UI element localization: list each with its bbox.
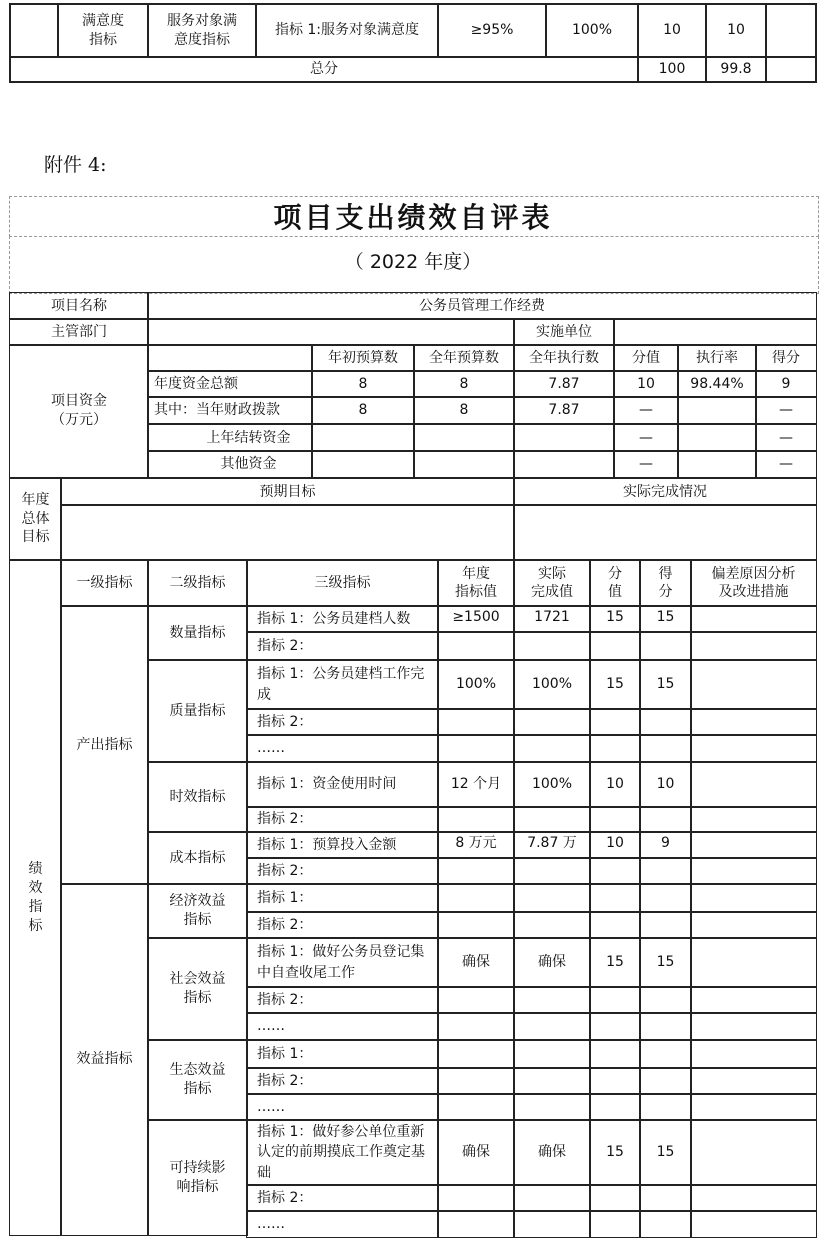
indicator-target-cell: 确保 xyxy=(437,1119,515,1186)
group-timeliness: 时效指标 xyxy=(147,761,248,833)
indicator-cell: 指标 1：公务员建档人数 xyxy=(246,605,439,633)
indicator-cell: …… xyxy=(246,734,439,763)
funds-cell-value: 10 xyxy=(613,370,679,398)
funds-cell-value: — xyxy=(613,396,679,424)
indicator-target-cell xyxy=(437,631,515,661)
top-table-score: 10 xyxy=(705,3,767,58)
indicator-cell: 指标 1：做好参公单位重新认定的前期摸底工作奠定基础 xyxy=(246,1119,439,1186)
indicator-cell: 指标 1： xyxy=(246,1039,439,1069)
indicator-value-cell xyxy=(589,734,641,763)
indicator-cell: …… xyxy=(246,1093,439,1121)
funds-cell-score: 9 xyxy=(755,370,817,398)
indicator-value-cell xyxy=(589,1093,641,1121)
indicator-value-cell xyxy=(589,1067,641,1095)
year-subtitle: （ 2022 年度） xyxy=(344,251,482,273)
indicator-score-cell xyxy=(639,1012,692,1041)
header-annual-target: 年度 指标值 xyxy=(437,560,515,607)
indicator-score-cell xyxy=(639,1039,692,1069)
indicator-target-cell xyxy=(437,1210,515,1238)
page-title: 项目支出绩效自评表 xyxy=(273,201,553,234)
header-actual-value: 实际 完成值 xyxy=(513,560,591,607)
indicator-target-cell xyxy=(437,1039,515,1069)
indicator-reason-cell xyxy=(690,1119,817,1186)
indicator-target-cell xyxy=(437,708,515,736)
indicator-value-cell xyxy=(589,1184,641,1212)
indicator-score-cell xyxy=(639,1067,692,1095)
indicator-cell: 指标 2： xyxy=(246,986,439,1014)
indicator-score-cell xyxy=(639,857,692,885)
indicator-cell: …… xyxy=(246,1012,439,1041)
funds-cell-executed xyxy=(513,450,615,478)
funds-header-score: 得分 xyxy=(755,344,817,372)
indicator-reason-cell xyxy=(690,806,817,833)
header-level1: 一级指标 xyxy=(60,560,149,607)
indicator-actual-cell: 100% xyxy=(513,659,591,710)
indicator-target-cell xyxy=(437,1184,515,1212)
indicator-value-cell xyxy=(589,911,641,939)
indicator-value-cell: 15 xyxy=(589,937,641,988)
indicator-score-cell: 15 xyxy=(639,1119,692,1186)
funds-row-label: 年度资金总额 xyxy=(147,370,313,398)
indicator-score-cell: 15 xyxy=(639,605,692,633)
funds-header-blank xyxy=(147,344,313,372)
group-cost: 成本指标 xyxy=(147,831,248,885)
indicator-cell: 指标 2： xyxy=(246,1184,439,1212)
impl-unit-label: 实施单位 xyxy=(513,318,615,346)
annual-goal-label: 年度 总体 目标 xyxy=(9,478,62,560)
indicator-score-cell xyxy=(639,986,692,1014)
top-table-total-value: 100 xyxy=(637,56,707,83)
indicator-actual-cell xyxy=(513,1184,591,1212)
indicator-target-cell: 8 万元 xyxy=(437,831,515,859)
funds-cell-value: — xyxy=(613,450,679,478)
indicator-reason-cell xyxy=(690,605,817,633)
funds-cell-score: — xyxy=(755,424,817,452)
indicator-score-cell xyxy=(639,1093,692,1121)
indicator-actual-cell xyxy=(513,1039,591,1069)
indicator-cell: 指标 1： xyxy=(246,883,439,913)
indicator-cell: 指标 2： xyxy=(246,708,439,736)
indicator-actual-cell xyxy=(513,857,591,885)
indicator-value-cell: 15 xyxy=(589,659,641,710)
funds-header-annual-budget: 全年预算数 xyxy=(413,344,515,372)
group-ecological-benefit: 生态效益 指标 xyxy=(147,1039,248,1121)
indicator-value-cell: 10 xyxy=(589,831,641,859)
indicator-score-cell: 15 xyxy=(639,937,692,988)
indicator-value-cell xyxy=(589,883,641,913)
indicator-value-cell xyxy=(589,806,641,833)
top-table-score-value: 10 xyxy=(637,3,707,58)
indicator-reason-cell xyxy=(690,734,817,763)
indicator-reason-cell xyxy=(690,761,817,808)
funds-cell-annual-budget xyxy=(413,424,515,452)
funds-header-value: 分值 xyxy=(613,344,679,372)
indicator-score-cell xyxy=(639,734,692,763)
indicator-actual-cell: 100% xyxy=(513,761,591,808)
indicator-actual-cell xyxy=(513,1067,591,1095)
project-name-value: 公务员管理工作经费 xyxy=(147,292,817,320)
indicator-actual-cell xyxy=(513,911,591,939)
funds-cell-rate xyxy=(677,450,757,478)
indicator-score-cell: 15 xyxy=(639,659,692,710)
funds-cell-executed: 7.87 xyxy=(513,370,615,398)
indicator-reason-cell xyxy=(690,831,817,859)
top-table-indicator: 指标 1:服务对象满意度 xyxy=(255,3,439,58)
actual-completion-content xyxy=(513,504,817,560)
funds-cell-initial-budget: 8 xyxy=(311,396,415,424)
indicator-cell: 指标 2： xyxy=(246,911,439,939)
indicator-target-cell xyxy=(437,883,515,913)
indicator-value-cell xyxy=(589,1012,641,1041)
indicator-target-cell xyxy=(437,1093,515,1121)
indicator-value-cell xyxy=(589,857,641,885)
indicator-score-cell xyxy=(639,631,692,661)
funds-cell-annual-budget: 8 xyxy=(413,396,515,424)
indicator-score-cell: 9 xyxy=(639,831,692,859)
funds-cell-score: — xyxy=(755,396,817,424)
impl-unit-value xyxy=(613,318,817,346)
indicator-cell: 指标 2： xyxy=(246,1067,439,1095)
indicator-cell: 指标 2： xyxy=(246,857,439,885)
indicator-actual-cell xyxy=(513,883,591,913)
funds-header-rate: 执行率 xyxy=(677,344,757,372)
top-table-satisfaction-sub-label: 服务对象满 意度指标 xyxy=(147,3,257,58)
indicator-score-cell xyxy=(639,1184,692,1212)
funds-cell-rate xyxy=(677,396,757,424)
expected-goal-header: 预期目标 xyxy=(60,478,515,506)
top-table-actual: 100% xyxy=(545,3,639,58)
indicator-target-cell: 12 个月 xyxy=(437,761,515,808)
indicator-value-cell xyxy=(589,986,641,1014)
group-quantity: 数量指标 xyxy=(147,605,248,661)
top-table-total-label: 总分 xyxy=(9,56,639,83)
header-level3: 三级指标 xyxy=(246,560,439,607)
funds-label: 项目资金 （万元） xyxy=(9,344,149,478)
indicator-reason-cell xyxy=(690,1039,817,1069)
funds-row-label: 其他资金 xyxy=(147,450,313,478)
indicator-actual-cell xyxy=(513,1012,591,1041)
actual-completion-header: 实际完成情况 xyxy=(513,478,817,506)
funds-row-label: 上年结转资金 xyxy=(147,424,313,452)
funds-cell-rate: 98.44% xyxy=(677,370,757,398)
funds-cell-executed: 7.87 xyxy=(513,396,615,424)
indicator-reason-cell xyxy=(690,883,817,913)
indicator-target-cell xyxy=(437,986,515,1014)
indicator-reason-cell xyxy=(690,1184,817,1212)
indicator-actual-cell xyxy=(513,1210,591,1238)
indicator-value-cell xyxy=(589,1039,641,1069)
indicator-cell: 指标 2： xyxy=(246,631,439,661)
indicator-actual-cell: 确保 xyxy=(513,1119,591,1186)
header-level2: 二级指标 xyxy=(147,560,248,607)
indicator-reason-cell xyxy=(690,937,817,988)
indicator-cell: 指标 1：做好公务员登记集中自查收尾工作 xyxy=(246,937,439,988)
indicator-cell: 指标 1：公务员建档工作完成 xyxy=(246,659,439,710)
indicator-reason-cell xyxy=(690,986,817,1014)
funds-cell-annual-budget: 8 xyxy=(413,370,515,398)
top-table-note xyxy=(765,3,817,58)
indicator-value-cell xyxy=(589,708,641,736)
indicator-score-cell xyxy=(639,1210,692,1238)
indicator-value-cell: 10 xyxy=(589,761,641,808)
group-economic-benefit: 经济效益 指标 xyxy=(147,883,248,939)
dept-label: 主管部门 xyxy=(9,318,149,346)
indicator-reason-cell xyxy=(690,708,817,736)
funds-cell-initial-budget xyxy=(311,424,415,452)
benefit-indicators-label: 效益指标 xyxy=(60,883,149,1236)
attachment-label: 附件 4: xyxy=(44,154,107,176)
indicator-actual-cell: 确保 xyxy=(513,937,591,988)
top-table-total-note xyxy=(765,56,817,83)
expected-goal-content xyxy=(60,504,515,560)
indicator-actual-cell xyxy=(513,1093,591,1121)
indicator-score-cell: 10 xyxy=(639,761,692,808)
indicator-actual-cell xyxy=(513,708,591,736)
performance-indicators-label: 绩 效 指 标 xyxy=(9,560,62,1236)
indicator-actual-cell: 1721 xyxy=(513,605,591,633)
group-social-benefit: 社会效益 指标 xyxy=(147,937,248,1041)
indicator-score-cell xyxy=(639,806,692,833)
indicator-target-cell: 确保 xyxy=(437,937,515,988)
indicator-actual-cell xyxy=(513,631,591,661)
top-table-target: ≥95% xyxy=(437,3,547,58)
funds-cell-initial-budget xyxy=(311,450,415,478)
indicator-cell: 指标 2： xyxy=(246,806,439,833)
indicator-actual-cell xyxy=(513,806,591,833)
header-score: 得 分 xyxy=(639,560,692,607)
indicator-actual-cell: 7.87 万 xyxy=(513,831,591,859)
indicator-actual-cell xyxy=(513,734,591,763)
indicator-cell: 指标 1：资金使用时间 xyxy=(246,761,439,808)
funds-cell-rate xyxy=(677,424,757,452)
indicator-score-cell xyxy=(639,911,692,939)
funds-cell-executed xyxy=(513,424,615,452)
indicator-target-cell xyxy=(437,1012,515,1041)
indicator-actual-cell xyxy=(513,986,591,1014)
top-table-satisfaction-label: 满意度 指标 xyxy=(57,3,149,58)
indicator-cell: …… xyxy=(246,1210,439,1238)
indicator-target-cell xyxy=(437,806,515,833)
indicator-target-cell xyxy=(437,1067,515,1095)
indicator-reason-cell xyxy=(690,857,817,885)
indicator-reason-cell xyxy=(690,911,817,939)
output-indicators-label: 产出指标 xyxy=(60,605,149,885)
funds-header-initial-budget: 年初预算数 xyxy=(311,344,415,372)
indicator-target-cell xyxy=(437,911,515,939)
funds-cell-annual-budget xyxy=(413,450,515,478)
group-quality: 质量指标 xyxy=(147,659,248,763)
indicator-target-cell xyxy=(437,857,515,885)
funds-cell-initial-budget: 8 xyxy=(311,370,415,398)
indicator-reason-cell xyxy=(690,1067,817,1095)
indicator-target-cell: ≥1500 xyxy=(437,605,515,633)
indicator-reason-cell xyxy=(690,659,817,710)
group-sustainable-impact: 可持续影 响指标 xyxy=(147,1119,248,1236)
funds-row-label: 其中：当年财政拨款 xyxy=(147,396,313,424)
funds-cell-score: — xyxy=(755,450,817,478)
indicator-value-cell: 15 xyxy=(589,605,641,633)
top-table-blank-cell xyxy=(9,3,59,58)
indicator-value-cell xyxy=(589,1210,641,1238)
indicator-target-cell: 100% xyxy=(437,659,515,710)
header-deviation-reason: 偏差原因分析 及改进措施 xyxy=(690,560,817,607)
indicator-reason-cell xyxy=(690,1210,817,1238)
indicator-score-cell xyxy=(639,708,692,736)
funds-cell-value: — xyxy=(613,424,679,452)
header-value: 分 值 xyxy=(589,560,641,607)
indicator-reason-cell xyxy=(690,1012,817,1041)
indicator-value-cell xyxy=(589,631,641,661)
dept-value xyxy=(147,318,515,346)
indicator-reason-cell xyxy=(690,631,817,661)
indicator-value-cell: 15 xyxy=(589,1119,641,1186)
indicator-score-cell xyxy=(639,883,692,913)
indicator-reason-cell xyxy=(690,1093,817,1121)
indicator-cell: 指标 1：预算投入金额 xyxy=(246,831,439,859)
funds-header-executed: 全年执行数 xyxy=(513,344,615,372)
project-name-label: 项目名称 xyxy=(9,292,149,320)
indicator-target-cell xyxy=(437,734,515,763)
top-table-total-score: 99.8 xyxy=(705,56,767,83)
